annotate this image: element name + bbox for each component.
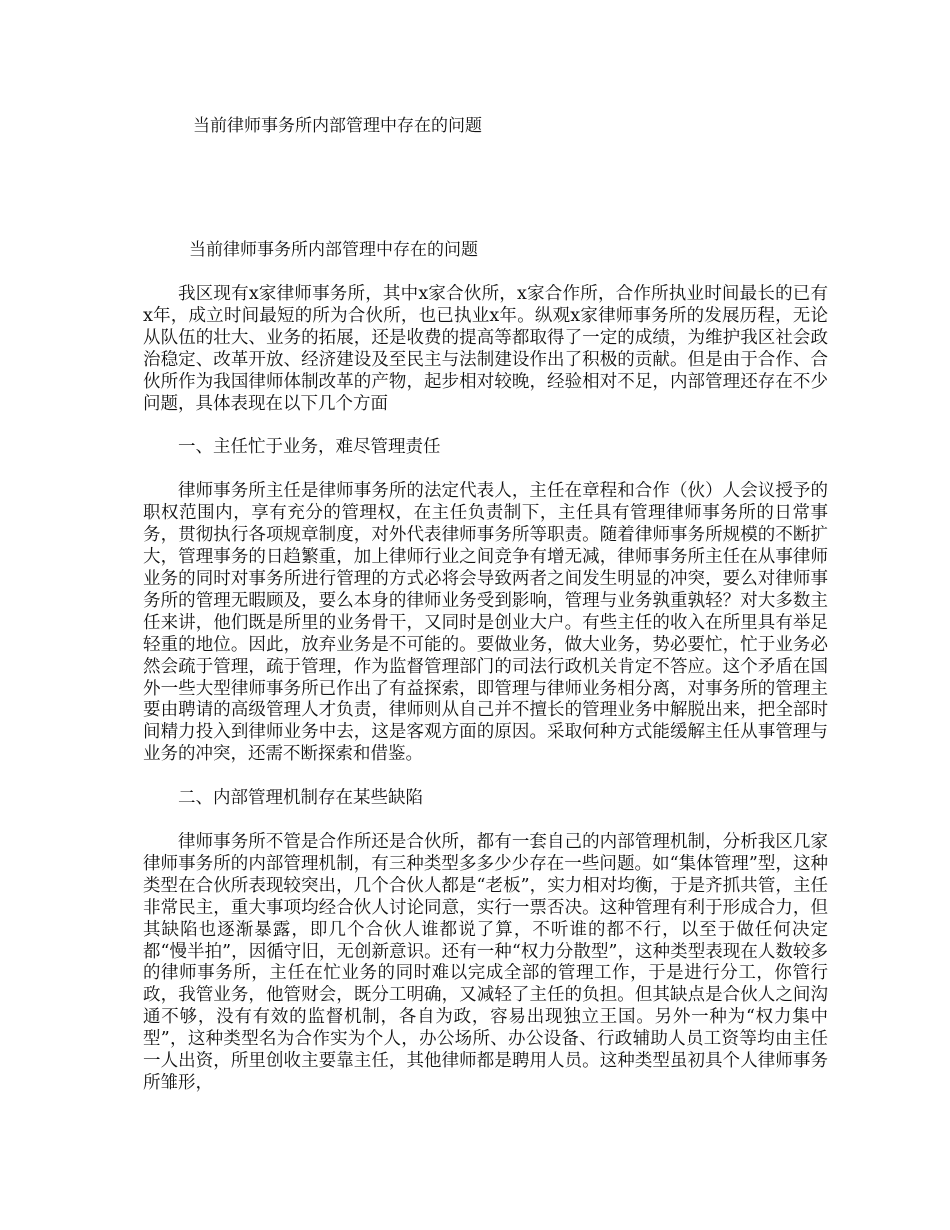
document-body xyxy=(143,238,828,1117)
intro-paragraph: 我区现有x家律师事务所，其中x家合伙所，x家合作所，合作所执业时间最长的已有x年，成立时间最短的所为合伙所，也已执业x年。纵观x家律师事务所的发展历程，无论从队伍的壮大、业务的拓展，还是收费的提高等都取得了一定的成绩，为维护我区社会政治稳定、改革开放、经济建设及至民主与法制建设作出了积极的贡献。但是由于合作、合伙所作为我国律师体制改革的产物，起步相对较晚，经验相对不足，内部管理还存在不少问题，具体表现在以下几个方面 xyxy=(143,284,828,414)
document-title: 当前律师事务所内部管理中存在的问题 xyxy=(189,240,478,260)
page-header-title: 当前律师事务所内部管理中存在的问题 xyxy=(193,116,482,136)
section-2-heading: 二、内部管理机制存在某些缺陷 xyxy=(178,788,423,809)
section-1-paragraph: 律师事务所主任是律师事务所的法定代表人，主任在章程和合作（伙）人会议授予的职权范围内，享有充分的管理权，在主任负责制下，主任具有管理律师事务所的日常事务，贯彻执行各项规章制度，对外代表律师事务所等职责。随着律师事务所规模的不断扩大，管理事务的日趋繁重，加上律师行业之间竞争有增无减，律师事务所主任在从事律师业务的同时对事务所进行管理的方式必将会导致两者之间发生明显的冲突，要么对律师事务所的管理无暇顾及，要么本身的律师业务受到影响，管理与业务孰重孰轻？对大多数主任来讲，他们既是所里的业务骨干，又同时是创业大户。有些主任的收入在所里具有举足轻重的地位。因此，放弃业务是不可能的。要做业务，做大业务，势必要忙，忙于业务必然会疏于管理，疏于管理，作为监督管理部门的司法行政机关肯定不答应。这个矛盾在国外一些大型律师事务所已作出了有益探索，即管理与律师业务相分离，对事务所的管理主要由聘请的高级管理人才负责，律师则从自己并不擅长的管理业务中解脱出来，把全部时间精力投入到律师业务中去，这是客观方面的原因。采取何种方式能缓解主任从事管理与业务的冲突，还需不断探索和借鉴。 xyxy=(143,481,828,765)
section-1-heading: 一、主任忙于业务，难尽管理责任 xyxy=(178,437,441,458)
section-2-paragraph: 律师事务所不管是合作所还是合伙所，都有一套自己的内部管理机制，分析我区几家律师事务所的内部管理机制，有三种类型多多少少存在一些问题。如“集体管理”型，这种类型在合伙所表现较突出，几个合伙人都是“老板”，实力相对均衡，于是齐抓共管，主任非常民主，重大事项均经合伙人讨论同意，实行一票否决。这种管理有利于形成合力，但其缺陷也逐渐暴露，即几个合伙人谁都说了算，不听谁的都不行，以至于做任何决定都“慢半拍”，因循守旧，无创新意识。还有一种“权力分散型”，这种类型表现在人数较多的律师事务所，主任在忙业务的同时难以完成全部的管理工作，于是进行分工，你管行政，我管业务，他管财会，既分工明确，又减轻了主任的负担。但其缺点是合伙人之间沟通不够，没有有效的监督机制，各自为政，容易出现独立王国。另外一种为“权力集中型”，这种类型名为合作实为个人，办公场所、办公设备、行政辅助人员工资等均由主任一人出资，所里创收主要靠主任，其他律师都是聘用人员。这种类型虽初具个人律师事务所雏形， xyxy=(143,832,828,1093)
